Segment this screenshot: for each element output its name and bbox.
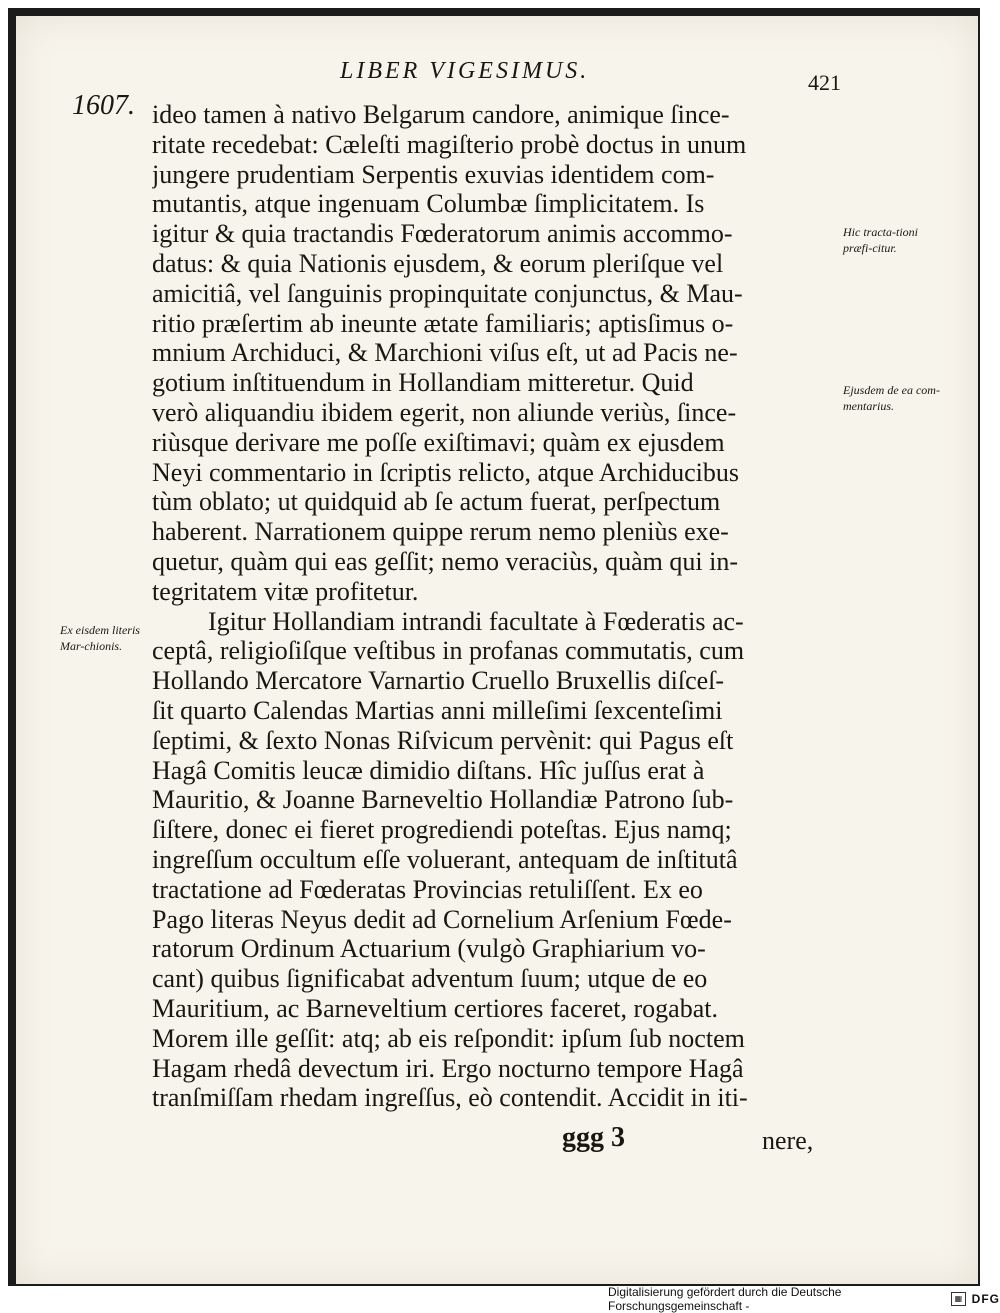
dfg-logo-text: DFG — [971, 1292, 1000, 1306]
digitization-footer — [608, 1285, 1000, 1313]
catchword: nere, — [762, 1126, 814, 1155]
footer-text: Digitalisierung gefördert durch die Deutsche Forschungsgemeinschaft - — [608, 1285, 842, 1313]
text-line: Hagam rhedâ devectum iri. Ergo nocturno tempore Hagâ — [152, 1053, 744, 1083]
text-line: Mauritio, & Joanne Barneveltio Hollandiæ Patrono ſub- — [152, 785, 734, 815]
signature-mark: ggg 3 — [562, 1122, 625, 1153]
text-line: Morem ille geſſit: atq; ab eis reſpondit: ipſum ſub noctem — [152, 1023, 745, 1053]
margin-note-right: Hic tracta-tioni præfi-citur. — [843, 225, 918, 255]
text-line: mnium Archiduci, & Marchioni viſus eſt, ut ad Pacis ne- — [152, 338, 738, 368]
margin-note-left: Ex eisdem literis Mar-chionis. — [60, 623, 140, 653]
text-line: mutantis, atque ingenuam Columbæ ſimplicitatem. Is — [152, 189, 705, 219]
text-line: tùm oblato; ut quidquid ab ſe actum fuerat, perſpectum — [152, 487, 721, 517]
text-line: tractatione ad Fœderatas Provincias retuliſſent. Ex eo — [152, 874, 703, 904]
text-line: ritio præſertim ab ineunte ætate familiaris; aptisſimus o- — [152, 308, 734, 338]
main-text-block — [152, 100, 842, 1113]
text-line: ſiſtere, donec ei fieret progrediendi poteſtas. Ejus namq; — [152, 815, 732, 845]
text-line: Pago literas Neyus dedit ad Cornelium Arſenium Fœde- — [152, 904, 732, 934]
dfg-logo-icon: ▦ — [951, 1292, 965, 1306]
text-line: ingreſſum occultum eſſe voluerant, antequam de inſtitutâ — [152, 844, 738, 874]
text-line: datus: & quia Nationis ejusdem, & eorum pleriſque vel — [152, 248, 724, 278]
text-line: verò aliquandiu ibidem egerit, non aliunde veriùs, ſince- — [152, 397, 737, 427]
text-line: amicitiâ, vel ſanguinis propinquitate conjunctus, & Mau- — [152, 278, 743, 308]
text-line: tranſmiſſam rhedam ingreſſus, eò contendit. Accidit in iti- — [152, 1083, 748, 1113]
text-line: Hagâ Comitis leucæ dimidio diſtans. Hîc juſſus erat à — [152, 755, 705, 785]
text-line: Hollando Mercatore Varnartio Cruello Bruxellis diſceſ- — [152, 666, 725, 696]
text-line: jungere prudentiam Serpentis exuvias identidem com- — [152, 159, 715, 189]
text-line: cant) quibus ſignificabat adventum ſuum; utque de eo — [152, 964, 708, 994]
text-line: igitur & quia tractandis Fœderatorum animis accommo- — [152, 219, 733, 249]
text-line: Mauritium, ac Barneveltium certiores faceret, rogabat. — [152, 993, 718, 1023]
text-line: gotium inſtituendum in Hollandiam mitteretur. Quid — [152, 368, 694, 398]
folio-number: 421 — [808, 70, 841, 95]
year-marginal: 1607. — [72, 90, 135, 121]
text-line: riùsque derivare me poſſe exiſtimavi; quàm ex ejusdem — [152, 427, 725, 457]
text-line: quetur, quàm qui eas geſſit; nemo veraciùs, quàm qui in- — [152, 546, 738, 576]
text-line: ceptâ, religioſiſque veſtibus in profanas commutatis, cum — [152, 636, 745, 666]
paragraph-start-line: Igitur Hollandiam intrandi facultate à Fœderatis ac- — [208, 606, 744, 636]
text-line: ſeptimi, & ſexto Nonas Riſvicum pervènit: qui Pagus eſt — [152, 725, 734, 755]
margin-note-right: Ejusdem de ea com-mentarius. — [843, 383, 940, 413]
running-head: LIBER VIGESIMUS. — [340, 58, 590, 84]
text-line: haberent. Narrationem quippe rerum nemo pleniùs exe- — [152, 517, 729, 547]
text-line: ratorum Ordinum Actuarium (vulgò Graphiarium vo- — [152, 934, 706, 964]
text-line: ritate recedebat: Cæleſti magiſterio probè doctus in unum — [152, 129, 747, 159]
text-line: ideo tamen à nativo Belgarum candore, animique ſince- — [152, 100, 730, 129]
text-line: tegritatem vitæ profitetur. — [152, 576, 419, 606]
text-line: Neyi commentario in ſcriptis relicto, atque Archiducibus — [152, 457, 740, 487]
text-line: ſit quarto Calendas Martias anni milleſimi ſexcenteſimi — [152, 695, 723, 725]
